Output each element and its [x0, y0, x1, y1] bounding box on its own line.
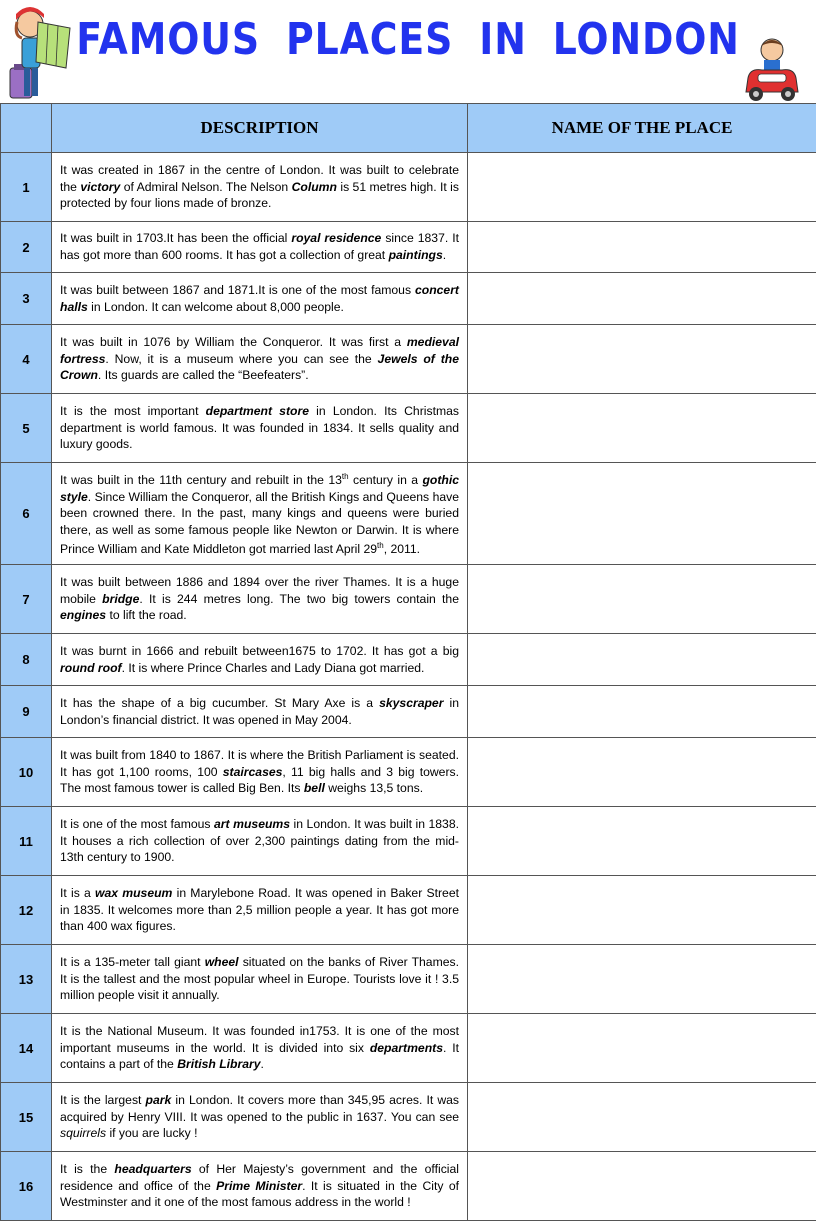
row-number	[1, 463, 52, 565]
table-row	[1, 1152, 816, 1221]
place-name-answer-cell[interactable]	[468, 273, 816, 325]
place-name-answer-cell[interactable]	[468, 325, 816, 394]
place-name-answer-cell[interactable]	[468, 463, 816, 565]
description-text: is 51 metres high. It is protected by four lions made of bronze.	[60, 180, 459, 211]
description-text: It was built in the 11th century and rebuilt in the 13	[60, 473, 342, 487]
description-text: in London. It was built in 1838. It houses a rich collection of over 2,300 paintings dating from the mid-13th century to 1900.	[60, 817, 459, 864]
description-text: It was built between 1886 and 1894 over the river Thames. It is a huge mobile	[60, 575, 459, 606]
description-text: weighs 13,5 tons.	[325, 781, 423, 795]
row-number	[1, 394, 52, 463]
description-text: , 2011.	[384, 543, 420, 557]
description-text: . It is where Prince Charles and Lady Diana got married.	[122, 661, 425, 675]
table-row	[1, 876, 816, 945]
keyword: paintings	[389, 248, 443, 262]
row-number-label: 10	[1, 765, 51, 780]
description-text: in London. It can welcome about 8,000 people.	[88, 300, 344, 314]
row-number	[1, 153, 52, 222]
ordinal-suffix: th	[342, 472, 349, 481]
place-name-answer-cell[interactable]	[468, 945, 816, 1014]
table-row	[1, 325, 816, 394]
description-text: since 1837. It has got more than 600 rooms. It has got a collection of great	[60, 231, 459, 262]
description-text: in London. Its Christmas department is world famous. It was founded in 1834. It sells quality and luxury goods.	[60, 404, 459, 451]
keyword: skyscraper	[379, 696, 443, 710]
description-text: .	[443, 248, 446, 262]
place-description	[52, 945, 468, 1014]
description-text: . It is 244 metres long. The two big towers contain the	[139, 592, 459, 606]
description-text: It is a 135-meter tall giant	[60, 955, 205, 969]
place-description	[52, 807, 468, 876]
place-description	[52, 153, 468, 222]
description-text: It was burnt in 1666 and rebuilt between1675 to 1702. It has got a big	[60, 644, 459, 658]
keyword: wax museum	[95, 886, 172, 900]
place-description	[52, 738, 468, 807]
row-number	[1, 565, 52, 634]
row-number-label: 2	[1, 240, 51, 255]
description-text: It is the National Museum. It was founded in1753. It is one of the most important museums in the world. It is divided into six	[60, 1024, 459, 1055]
place-name-answer-cell[interactable]	[468, 565, 816, 634]
description-text: It was built between 1867 and 1871.It is one of the most famous	[60, 283, 415, 297]
place-description	[52, 686, 468, 738]
keyword: gothic style	[60, 473, 459, 504]
keyword: concert halls	[60, 283, 459, 314]
keyword: bridge	[102, 592, 139, 606]
row-number-label: 15	[1, 1110, 51, 1125]
place-name-answer-cell[interactable]	[468, 1152, 816, 1221]
description-text: . Since William the Conqueror, all the British Kings and Queens have been crowned there. In the past, many kings and queens were buried there, as well as some famous people like Newton or Darwin. It is where Prince William and Kate Middleton got married last April 29	[60, 490, 459, 557]
row-number	[1, 807, 52, 876]
place-description	[52, 634, 468, 686]
description-text: It is the largest	[60, 1093, 146, 1107]
table-row	[1, 463, 816, 565]
keyword: art museums	[214, 817, 290, 831]
place-name-answer-cell[interactable]	[468, 394, 816, 463]
place-description	[52, 463, 468, 565]
table-row	[1, 394, 816, 463]
table-row	[1, 738, 816, 807]
description-text: in London’s financial district. It was opened in May 2004.	[60, 696, 459, 727]
corner-cell	[1, 104, 52, 153]
description-text: if you are lucky !	[106, 1126, 197, 1140]
description-text: of Her Majesty’s government and the official residence and office of the	[60, 1162, 459, 1193]
description-text: of Admiral Nelson. The Nelson	[120, 180, 291, 194]
description-text: in Marylebone Road. It was opened in Baker Street in 1835. It welcomes more than 2,5 million people a year. It has got more than 400 wax figures.	[60, 886, 459, 933]
description-text: It was created in 1867 in the centre of London. It was built to celebrate the	[60, 163, 459, 194]
row-number	[1, 945, 52, 1014]
description-text: It was built in 1703.It has been the official	[60, 231, 291, 245]
table-row	[1, 686, 816, 738]
place-name-answer-cell[interactable]	[468, 807, 816, 876]
row-number	[1, 738, 52, 807]
keyword: wheel	[205, 955, 239, 969]
description-text: century in a	[349, 473, 423, 487]
row-number	[1, 1083, 52, 1152]
description-text: It is the	[60, 1162, 114, 1176]
place-name-answer-cell[interactable]	[468, 686, 816, 738]
keyword: round roof	[60, 661, 122, 675]
place-name-header: NAME OF THE PLACE	[468, 104, 816, 153]
place-name-answer-cell[interactable]	[468, 738, 816, 807]
place-description	[52, 1152, 468, 1221]
keyword: staircases	[223, 765, 283, 779]
keyword: Column	[292, 180, 337, 194]
keyword: engines	[60, 608, 106, 622]
row-number-label: 16	[1, 1179, 51, 1194]
row-number-label: 8	[1, 652, 51, 667]
keyword: bell	[304, 781, 325, 795]
table-row	[1, 153, 816, 222]
row-number	[1, 273, 52, 325]
table-row	[1, 1014, 816, 1083]
keyword: squirrels	[60, 1126, 106, 1140]
row-number	[1, 876, 52, 945]
row-number-label: 14	[1, 1041, 51, 1056]
row-number	[1, 1152, 52, 1221]
ordinal-suffix: th	[377, 541, 384, 550]
keyword: Prime Minister	[216, 1179, 302, 1193]
description-text: . Its guards are called the “Beefeaters”.	[98, 368, 309, 382]
place-name-answer-cell[interactable]	[468, 876, 816, 945]
description-text: It is a	[60, 886, 95, 900]
row-number-label: 5	[1, 421, 51, 436]
place-description	[52, 565, 468, 634]
row-number-label: 13	[1, 972, 51, 987]
description-text: to lift the road.	[106, 608, 187, 622]
place-description	[52, 1014, 468, 1083]
keyword: royal residence	[291, 231, 381, 245]
row-number-label: 1	[1, 180, 51, 195]
keyword: headquarters	[114, 1162, 191, 1176]
description-text: , 11 big halls and 3 big towers. The most famous tower is called Big Ben. Its	[60, 765, 459, 796]
keyword: park	[146, 1093, 172, 1107]
row-number-label: 6	[1, 506, 51, 521]
row-number-label: 3	[1, 291, 51, 306]
description-text: It was built in 1076 by William the Conqueror. It was first a	[60, 335, 407, 349]
table-row	[1, 273, 816, 325]
row-number	[1, 634, 52, 686]
page-header	[0, 0, 816, 103]
description-text: . It contains a part of the	[60, 1041, 459, 1072]
row-number	[1, 1014, 52, 1083]
description-text: It was built from 1840 to 1867. It is where the British Parliament is seated. It has got 1,100 rooms, 100	[60, 748, 459, 779]
place-description	[52, 273, 468, 325]
table-row	[1, 565, 816, 634]
description-text: in London. It covers more than 345,95 acres. It was acquired by Henry VIII. It was opened to the public in 1637. You can see	[60, 1093, 459, 1124]
place-description	[52, 394, 468, 463]
row-number	[1, 222, 52, 273]
place-name-answer-cell[interactable]	[468, 634, 816, 686]
description-text: situated on the banks of River Thames. It is the tallest and the most popular wheel in Europe. Tourists love it ! 3.5 million people visit it annually.	[60, 955, 459, 1002]
table-row	[1, 807, 816, 876]
place-description	[52, 222, 468, 273]
description-text: . It is situated in the City of Westminster and it one of the most famous address in the world !	[60, 1179, 459, 1210]
description-text: .	[261, 1057, 264, 1071]
keyword: British Library	[177, 1057, 260, 1071]
table-row	[1, 634, 816, 686]
row-number	[1, 686, 52, 738]
row-number-label: 4	[1, 352, 51, 367]
place-name-answer-cell[interactable]	[468, 1083, 816, 1152]
place-name-answer-cell[interactable]	[468, 222, 816, 273]
description-text: It has the shape of a big cucumber. St Mary Axe is a	[60, 696, 379, 710]
boy-in-car-illustration	[744, 34, 800, 104]
keyword: department store	[206, 404, 309, 418]
place-description	[52, 876, 468, 945]
keyword: victory	[80, 180, 120, 194]
row-number-label: 7	[1, 592, 51, 607]
table-row	[1, 945, 816, 1014]
keyword: Jewels of the Crown	[60, 352, 459, 383]
table-header-row	[1, 104, 816, 153]
row-number-label: 11	[1, 834, 51, 849]
description-text: It is the most important	[60, 404, 206, 418]
row-number	[1, 325, 52, 394]
row-number-label: 12	[1, 903, 51, 918]
description-text: It is one of the most famous	[60, 817, 214, 831]
table-row	[1, 1083, 816, 1152]
place-name-answer-cell[interactable]	[468, 153, 816, 222]
place-description	[52, 325, 468, 394]
description-text: . Now, it is a museum where you can see the	[105, 352, 377, 366]
place-description	[52, 1083, 468, 1152]
row-number-label: 9	[1, 704, 51, 719]
keyword: medieval fortress	[60, 335, 459, 366]
place-name-answer-cell[interactable]	[468, 1014, 816, 1083]
places-table	[0, 103, 816, 1221]
table-row	[1, 222, 816, 273]
description-header: DESCRIPTION	[52, 104, 468, 153]
keyword: departments	[370, 1041, 443, 1055]
page-title: FAMOUS PLACES IN LONDON	[57, 12, 759, 68]
